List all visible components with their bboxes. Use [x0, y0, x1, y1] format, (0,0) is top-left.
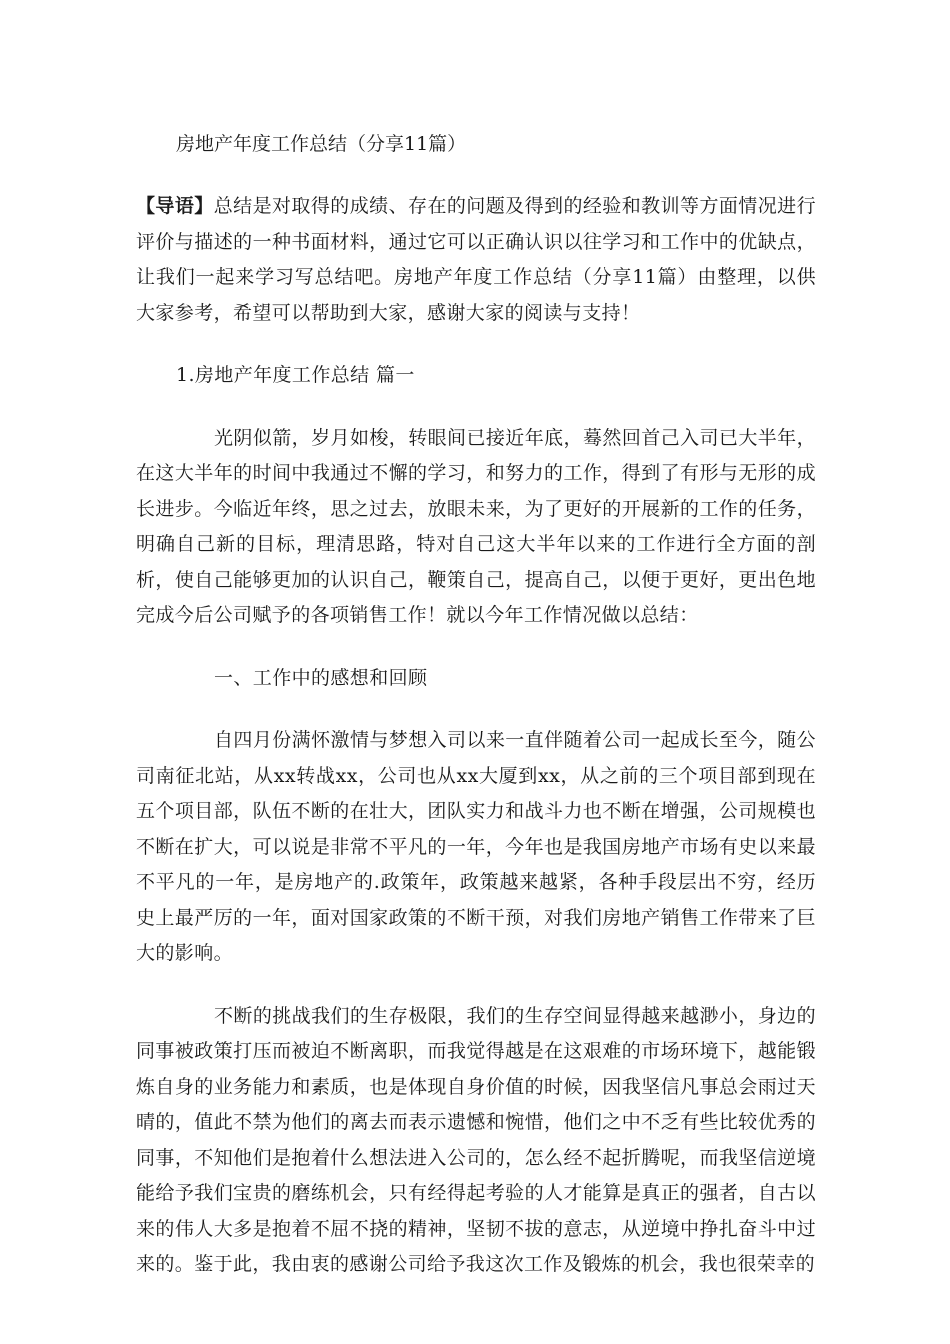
section-heading: 1.房地产年度工作总结 篇一: [176, 364, 415, 386]
intro-tag: 【导语】: [136, 195, 214, 217]
document-body: [136, 126, 816, 1310]
body-paragraph-1: 光阴似箭，岁月如梭，转眼间已接近年底，蓦然回首己入司已大半年，在这大半年的时间中我通过不懈的学习，和努力的工作，得到了有形与无形的成长进步。今临近年终，思之过去，放眼未来，为了更好的开展新的工作的任务，明确自己新的目标，理清思路，特对自己这大半年以来的工作进行全方面的剖析，使自己能够更加的认识自己，鞭策自己，提高自己，以便于更好，更出色地完成今后公司赋予的各项销售工作！就以今年工作情况做以总结：: [136, 426, 816, 626]
document-title: 房地产年度工作总结（分享11篇）: [176, 133, 467, 155]
body-paragraph-2: 自四月份满怀激情与梦想入司以来一直伴随着公司一起成长至今，随公司南征北站，从xx转战xx，公司也从xx大厦到xx，从之前的三个项目部到现在五个项目部，队伍不断的在壮大，团队实力和战斗力也不断在增强，公司规模也不断在扩大，可以说是非常不平凡的一年，今年也是我国房地产市场有史以来最不平凡的一年，是房地产的.政策年，政策越来越紧，各种手段层出不穷，经历史上最严厉的一年，面对国家政策的不断干预，对我们房地产销售工作带来了巨大的影响。: [136, 729, 816, 964]
intro-text: 总结是对取得的成绩、存在的问题及得到的经验和教训等方面情况进行评价与描述的一种书面材料，通过它可以正确认识以往学习和工作中的优缺点，让我们一起来学习写总结吧。房地产年度工作总结（分享11篇）由整理，以供大家参考，希望可以帮助到大家，感谢大家的阅读与支持！: [136, 195, 816, 324]
intro-paragraph: [136, 189, 816, 331]
body-paragraph-3: 不断的挑战我们的生存极限，我们的生存空间显得越来越渺小，身边的同事被政策打压而被迫不断离职，而我觉得越是在这艰难的市场环境下，越能锻炼自身的业务能力和素质，也是体现自身价值的时候，因我坚信凡事总会雨过天晴的，值此不禁为他们的离去而表示遗憾和惋惜，他们之中不乏有些比较优秀的同事，不知他们是抱着什么想法进入公司的，怎么经不起折腾呢，而我坚信逆境能给予我们宝贵的磨练机会，只有经得起考验的人才能算是真正的强者，自古以来的伟人大多是抱着不屈不挠的精神，坚韧不拔的意志，从逆境中挣扎奋斗中过来的。鉴于此，我由衷的感谢公司给予我这次工作及锻炼的机会，我也很荣幸的: [136, 1004, 816, 1275]
subheading-reflection: 一、工作中的感想和回顾: [214, 666, 428, 689]
